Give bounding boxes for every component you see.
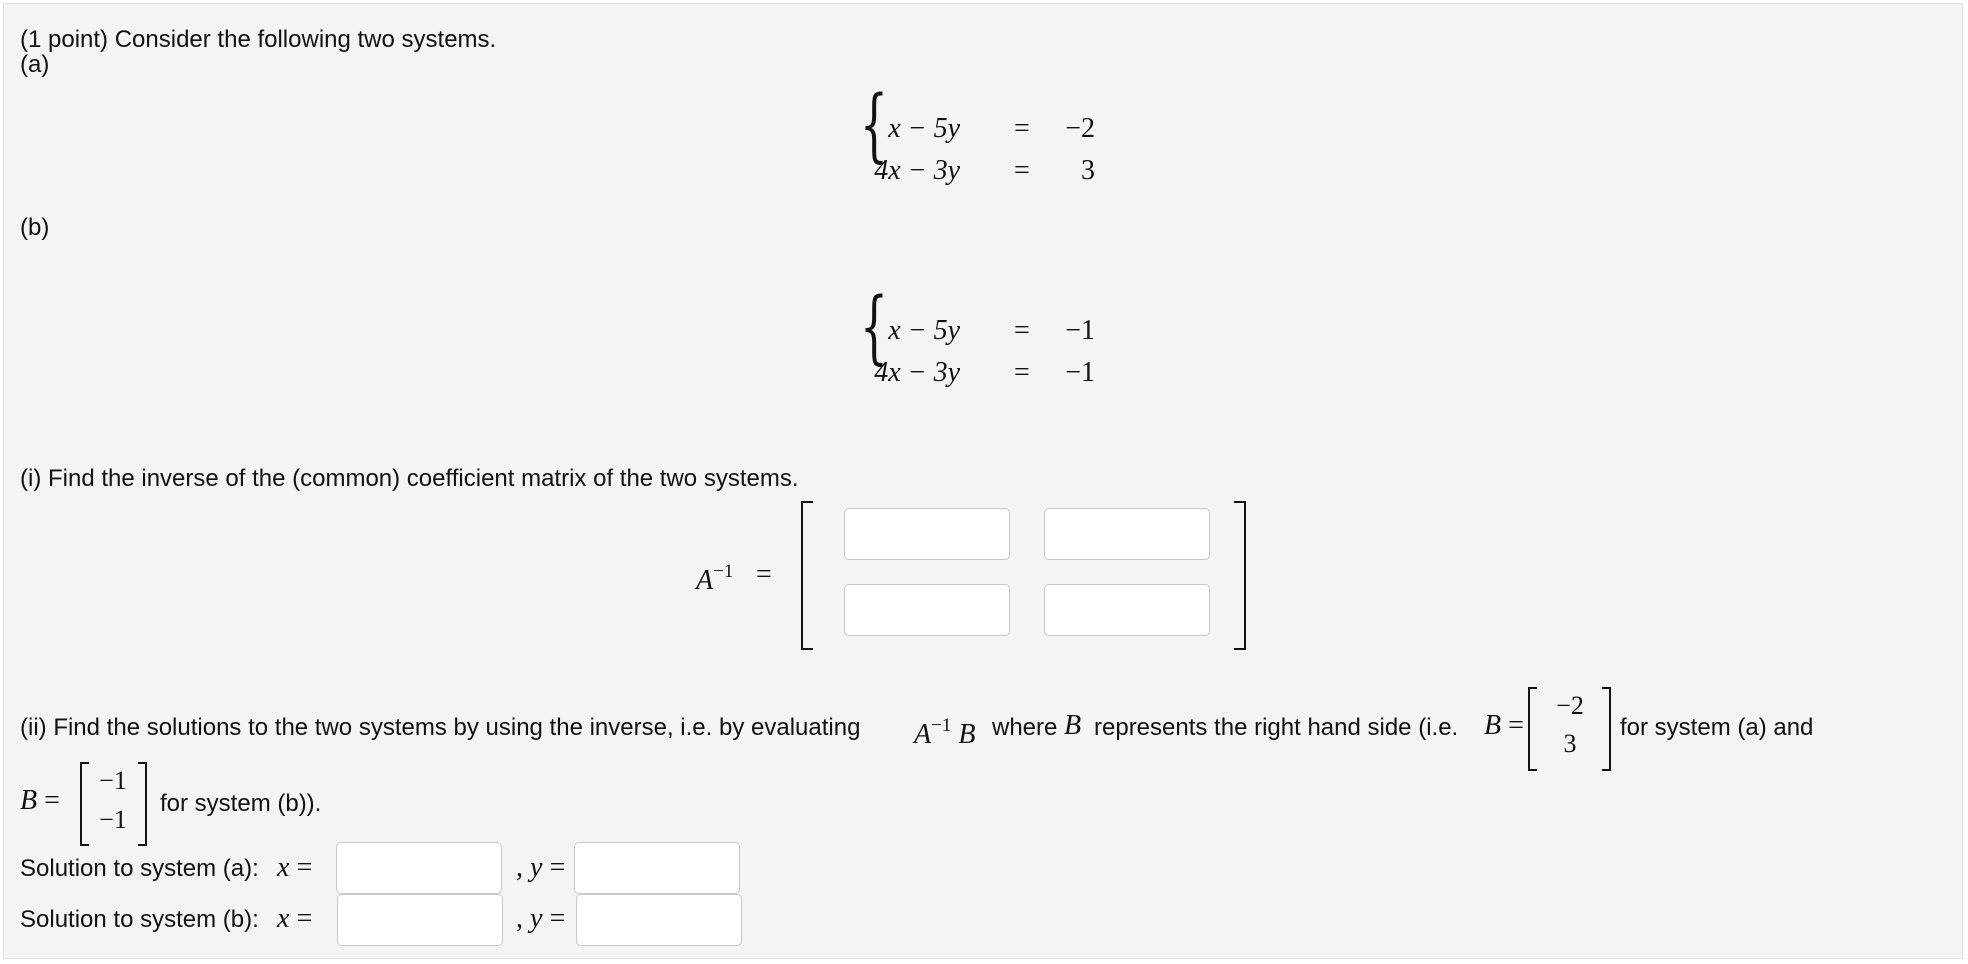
solution-a-label: Solution to system (a): — [20, 855, 259, 882]
inverse-entry-1-1[interactable] — [844, 508, 1010, 560]
part-ii-b-equals: B = — [1484, 710, 1524, 741]
vector-b-right-bracket — [138, 762, 147, 846]
system-a-row2-rhs: 3 — [1081, 155, 1095, 186]
solution-a-x-input[interactable] — [336, 842, 502, 894]
vector-a-right-bracket — [1602, 687, 1611, 771]
vector-b-entry-2: −1 — [99, 805, 127, 834]
matrix-right-bracket — [1234, 501, 1246, 650]
solution-b-x-label: x = — [277, 903, 313, 934]
part-i-prompt: (i) Find the inverse of the (common) coefficient matrix of the two systems. — [20, 465, 799, 492]
system-a-row2-lhs: 4x − 3y — [874, 155, 960, 186]
label-system-a: (a) — [20, 51, 50, 78]
system-b-row1-lhs: x − 5y — [888, 315, 960, 346]
part-ii-b-symbol: B — [1064, 710, 1082, 741]
inverse-label: $A^{-1}$ — [696, 561, 734, 596]
part-ii-text-3: represents the right hand side (i.e. — [1094, 714, 1459, 741]
system-b-row2-rhs: −1 — [1065, 357, 1095, 388]
system-b-row2-lhs: 4x − 3y — [874, 357, 960, 388]
inverse-entry-2-2[interactable] — [1044, 584, 1210, 636]
system-b — [860, 280, 1120, 401]
vector-a-entry-2: 3 — [1563, 729, 1577, 758]
problem-intro: (1 point) Consider the following two systems. — [20, 26, 497, 53]
part-ii-inverse-b: $A^{-1}$ B — [914, 715, 976, 750]
vector-a-entry-1: −2 — [1556, 691, 1584, 720]
inverse-equals: = — [756, 559, 772, 590]
vector-b-entry-1: −1 — [99, 766, 127, 795]
part-ii-text-5: for system (b)). — [160, 790, 322, 817]
solution-a-y-label: , y = — [516, 852, 566, 883]
system-a-row1-rhs: −2 — [1065, 113, 1095, 144]
inverse-entry-2-1[interactable] — [844, 584, 1010, 636]
solution-b-x-input[interactable] — [337, 894, 503, 946]
system-a-row1-lhs: x − 5y — [888, 113, 960, 144]
solution-b-label: Solution to system (b): — [20, 906, 259, 933]
part-ii-text-1: (ii) Find the solutions to the two systems by using the inverse, i.e. by evaluating — [20, 714, 861, 741]
label-system-b: (b) — [20, 214, 50, 241]
system-a — [860, 78, 1120, 199]
solution-a-y-input[interactable] — [574, 842, 740, 894]
system-b-row2-eq: = — [1014, 357, 1030, 388]
solution-b-y-input[interactable] — [576, 894, 742, 946]
part-ii-b-label-2: B = — [20, 785, 60, 816]
system-a-row1-eq: = — [1014, 113, 1030, 144]
part-ii-text-4: for system (a) and — [1620, 714, 1814, 741]
solution-a-x-label: x = — [277, 852, 313, 883]
left-brace-icon: { — [860, 78, 888, 171]
matrix-left-bracket — [801, 501, 813, 650]
system-a-row2-eq: = — [1014, 155, 1030, 186]
system-b-row1-eq: = — [1014, 315, 1030, 346]
system-b-row1-rhs: −1 — [1065, 315, 1095, 346]
left-brace-icon: { — [860, 280, 888, 373]
inverse-entry-1-2[interactable] — [1044, 508, 1210, 560]
problem-panel — [3, 3, 1963, 959]
part-ii-text-2: where — [992, 714, 1058, 741]
solution-b-y-label: , y = — [516, 903, 566, 934]
vector-a-left-bracket — [1528, 687, 1537, 771]
